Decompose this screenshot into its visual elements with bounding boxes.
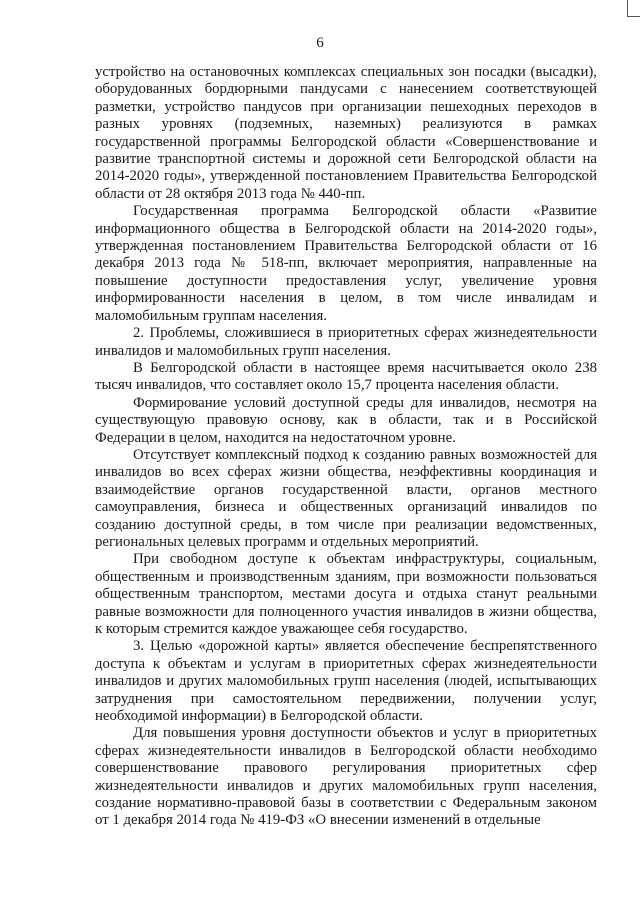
paragraph: Государственная программа Белгородской области «Развитие информационного общества в Белгородской области на 2014-2020 годы», утвержденная постановлением Правительства Белгородской области от 16 декабря 2013 года № 518-пп, включает мероприятия, направленные на повышение доступности предоставления услуг, увеличение уровня информированности населения в целом, в том числе инвалидам и маломобильным группам населения. (95, 203, 597, 324)
section-heading-paragraph: 3. Целью «дорожной карты» является обеспечение беспрепятственного доступа к объектам и услугам в приоритетных сферах жизнедеятельности инвалидов и других маломобильных групп населения (людей, испытывающих затруднения при самостоятельном передвижении, получении услуг, необходимой информации) в Белгородской области. (95, 638, 597, 725)
page-number: 6 (316, 35, 324, 51)
paragraph: Для повышения уровня доступности объектов и услуг в приоритетных сферах жизнедеятельности инвалидов в Белгородской области необходимо совершенствование правового регулирования приоритетных сфер жизнедеятельности инвалидов и других маломобильных групп населения, создание нормативно-правовой базы в соответствии с Федеральным законом от 1 декабря 2014 года № 419-ФЗ «О внесении изменений в отдельные (95, 725, 597, 829)
paragraph: При свободном доступе к объектам инфраструктуры, социальным, общественным и производственным зданиям, при возможности пользоваться общественным транспортом, местами досуга и отдыха станут реальными равные возможности для полноценного участия инвалидов в жизни общества, к которым стремится каждое уважающее себя государство. (95, 551, 597, 637)
paragraph: Формирование условий доступной среды для инвалидов, несмотря на существующую правовую основу, как в области, так и в Российской Федерации в целом, находится на недостаточном уровне. (95, 394, 597, 446)
body-text (95, 64, 597, 830)
paragraph: В Белгородской области в настоящее время насчитывается около 238 тысяч инвалидов, что составляет около 15,7 процента населения области. (95, 359, 597, 394)
paragraph: устройство на остановочных комплексах специальных зон посадки (высадки), оборудованных бордюрными пандусами с нанесением соответствующей разметки, устройство пандусов при организации пешеходных переходов в разных уровнях (подземных, наземных) реализуются в рамках государственной программы Белгородской области «Совершенствование и развитие транспортной системы и дорожной сети Белгородской области на 2014-2020 годы», утвержденной постановлением Правительства Белгородской области от 28 октября 2013 года № 440-пп. (95, 64, 597, 202)
scan-corner-mark (627, 0, 640, 17)
section-heading-paragraph: 2. Проблемы, сложившиеся в приоритетных сферах жизнедеятельности инвалидов и маломобильных групп населения. (95, 325, 597, 359)
paragraph: Отсутствует комплексный подход к созданию равных возможностей для инвалидов во всех сферах жизни общества, неэффективны координация и взаимодействие органов государственной власти, органов местного самоуправления, бизнеса и общественных организаций инвалидов по созданию доступной среды, в том числе при реализации ведомственных, региональных целевых программ и отдельных мероприятий. (95, 446, 597, 550)
